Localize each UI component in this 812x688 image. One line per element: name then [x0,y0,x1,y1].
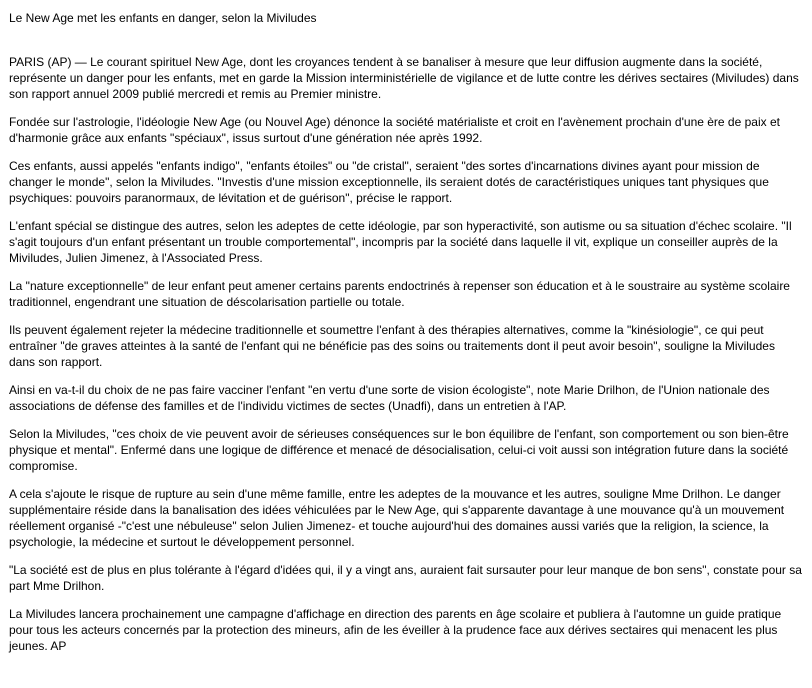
article-paragraph: A cela s'ajoute le risque de rupture au sein d'une même famille, entre les adeptes de la mouvance et les autres, souligne Mme Drilhon. Le danger supplémentaire réside dans la banalisation des idées véhiculées par le New Age, qui s'apparente davantage à une mouvance qu'à un mouvement réellement organisé -"c'est une nébuleuse" selon Julien Jimenez- et touche aujourd'hui des domaines aussi variés que la religion, la science, la psychologie, la médecine et surtout le développement personnel. [9,487,785,549]
article-paragraph: Ils peuvent également rejeter la médecine traditionnelle et soumettre l'enfant à des thérapies alternatives, comme la "kinésiologie", ce qui peut entraîner "de graves atteintes à la santé de l'enfant qui ne bénéficie pas des soins ou traitements dont il peut avoir besoin", souligne la Miviludes dans son rapport. [9,323,775,369]
article-paragraph: Selon la Miviludes, "ces choix de vie peuvent avoir de sérieuses conséquences sur le bon équilibre de l'enfant, son comportement ou son bien-être physique et mental". Enfermé dans une logique de différence et menacé de désocialisation, celui-ci voit aussi son intégration future dans la société compromise. [9,427,789,473]
article-paragraph-closing: La Miviludes lancera prochainement une campagne d'affichage en direction des parents en âge scolaire et publiera à l'automne un guide pratique pour tous les acteurs concernés par la protection des mineurs, afin de les éveiller à la prudence face aux dérives sectaires qui menacent les plus jeunes. AP [9,607,782,653]
article-paragraph: La "nature exceptionnelle" de leur enfant peut amener certains parents endoctrinés à repenser son éducation et à le soustraire au système scolaire traditionnel, engendrant une situation de déscolarisation partielle ou totale. [9,279,790,309]
article-paragraph: Ainsi en va-t-il du choix de ne pas faire vacciner l'enfant "en vertu d'une sorte de vision écologiste", note Marie Drilhon, de l'Union nationale des associations de défense des familles et de l'individu victimes de sectes (Unadfi), dans un entretien à l'AP. [9,383,770,413]
article-title: Le New Age met les enfants en danger, selon la Miviludes [9,11,317,25]
article-paragraph: Ces enfants, aussi appelés "enfants indigo", "enfants étoiles" ou "de cristal", seraient "des sortes d'incarnations divines ayant pour mission de changer le monde", selon la Miviludes. "Investis d'une mission exceptionnelle, ils seraient dotés de caractéristiques uniques tant physiques que psychiques: pouvoirs paranormaux, de lévitation et de guérison", précise le rapport. [9,159,769,205]
article-paragraph-lede: PARIS (AP) — Le courant spirituel New Age, dont les croyances tendent à se banaliser à mesure que leur diffusion augmente dans la société, représente un danger pour les enfants, met en garde la Mission interministérielle de vigilance et de lutte contre les dérives sectaires (Miviludes) dans son rapport annuel 2009 publié mercredi et remis au Premier ministre. [9,55,799,101]
article-paragraph: L'enfant spécial se distingue des autres, selon les adeptes de cette idéologie, par son hyperactivité, son autisme ou sa situation d'échec scolaire. "Il s'agit toujours d'un enfant présentant un trouble comportemental", incompris par la société dans laquelle il vit, explique un conseiller auprès de la Miviludes, Julien Jimenez, à l'Associated Press. [9,219,792,265]
article-paragraph: "La société est de plus en plus tolérante à l'égard d'idées qui, il y a vingt ans, auraient fait sursauter pour leur manque de bon sens", constate pour sa part Mme Drilhon. [9,563,802,593]
article-paragraph: Fondée sur l'astrologie, l'idéologie New Age (ou Nouvel Age) dénonce la société matérialiste et croit en l'avènement prochain d'une ère de paix et d'harmonie grâce aux enfants "spéciaux", issus surtout d'une génération née après 1992. [9,115,780,145]
